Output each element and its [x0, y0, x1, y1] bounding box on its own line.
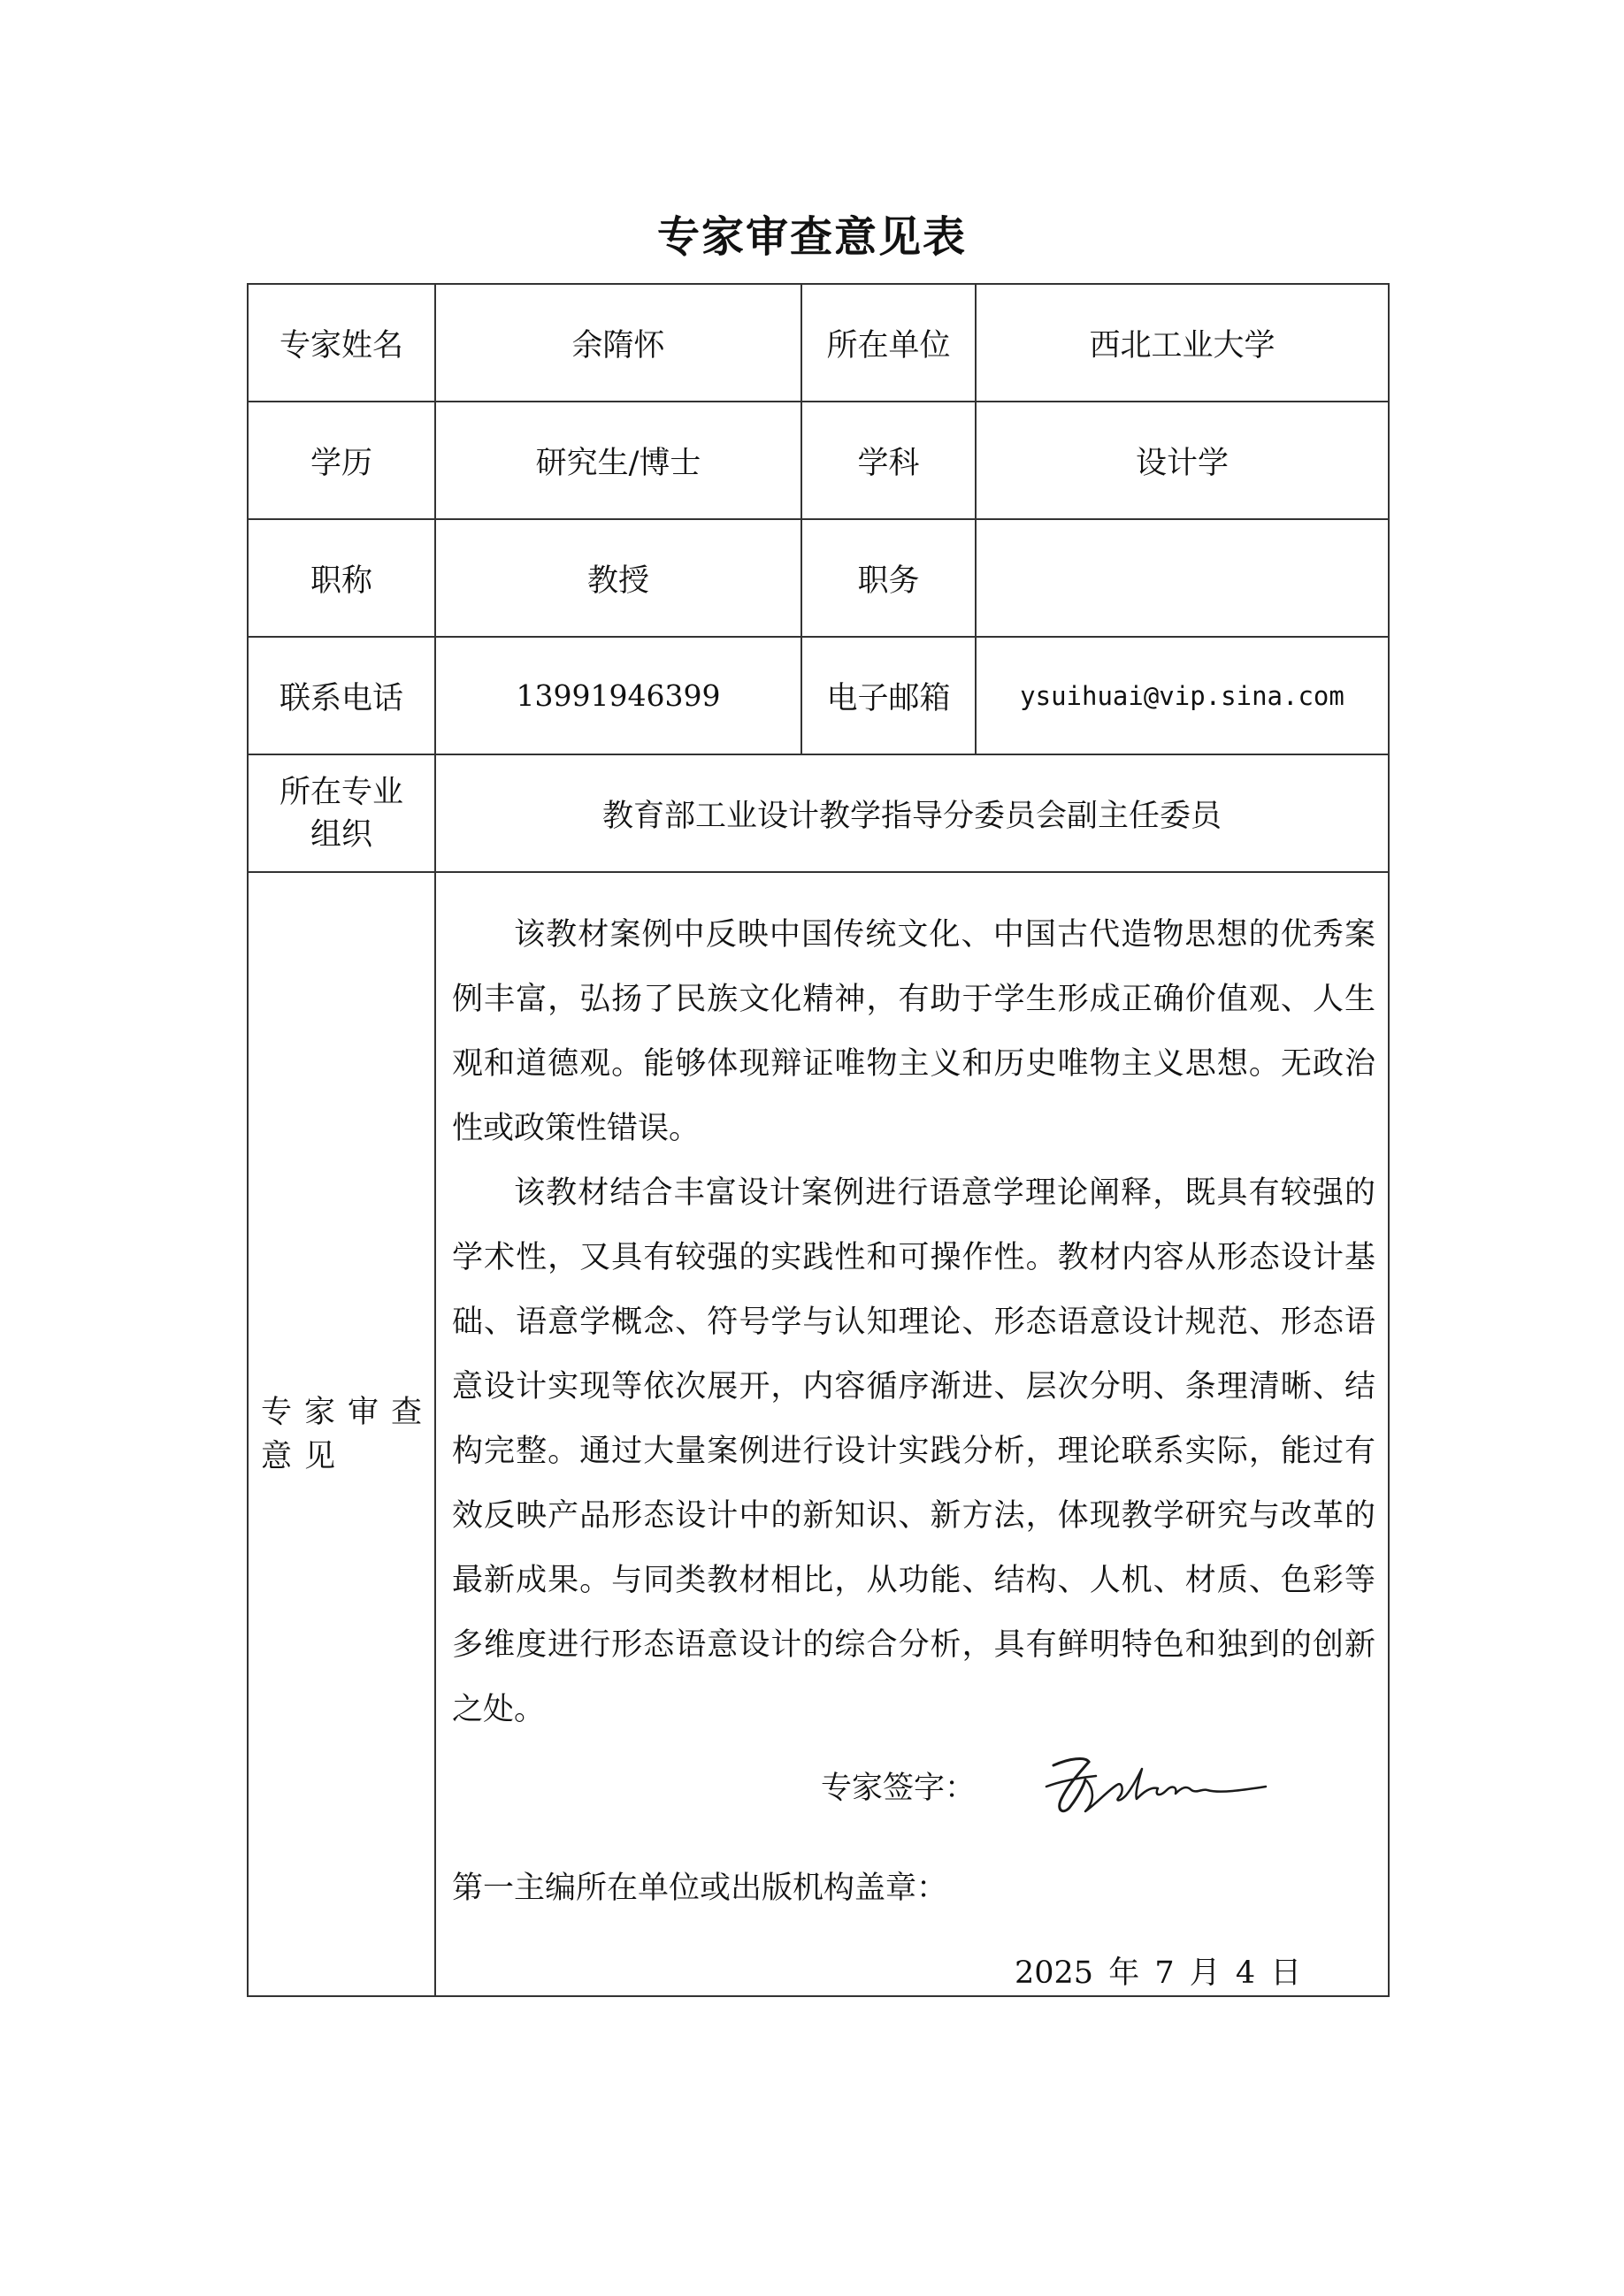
- discipline-value: 设计学: [976, 402, 1389, 519]
- page-title: 专家审查意见表: [656, 212, 967, 262]
- signature-date: 2025 年 7 月 4 日: [1015, 1955, 1302, 1991]
- email-label: 电子邮箱: [801, 637, 976, 754]
- review-form-table: [247, 283, 1390, 1997]
- name-value: 余隋怀: [435, 284, 801, 402]
- opinion-content: [435, 872, 1389, 1996]
- opinion-label: [248, 872, 435, 1996]
- opinion-label-line1: 专家审查: [261, 1394, 435, 1430]
- position-label: 职务: [801, 519, 976, 637]
- education-value: 研究生/博士: [435, 402, 801, 519]
- email-value: ysuihuai@vip.sina.com: [976, 637, 1389, 754]
- row-organization: [248, 754, 1389, 872]
- row-opinion: [248, 872, 1389, 1996]
- organization-label-line1: 所在专业: [279, 774, 403, 810]
- phone-value: 13991946399: [435, 637, 801, 754]
- handwritten-signature: [1034, 1746, 1273, 1825]
- row-education-discipline: [248, 402, 1389, 519]
- education-label: 学历: [248, 402, 435, 519]
- stamp-label: 第一主编所在单位或出版机构盖章：: [452, 1871, 948, 1906]
- row-name-unit: [248, 284, 1389, 402]
- opinion-label-line2: 意见: [261, 1438, 349, 1474]
- organization-value: 教育部工业设计教学指导分委员会副主任委员: [435, 754, 1389, 872]
- signature-label: 专家签字：: [821, 1771, 977, 1806]
- title-label: 职称: [248, 519, 435, 637]
- title-value: 教授: [435, 519, 801, 637]
- signature-row: [452, 1746, 1375, 1834]
- opinion-paragraph-1: 该教材案例中反映中国传统文化、中国古代造物思想的优秀案例丰富，弘扬了民族文化精神，有助于学生形成正确价值观、人生观和道德观。能够体现辩证唯物主义和历史唯物主义思想。无政治性或政策性错误。: [452, 917, 1375, 1146]
- opinion-paragraph-2: 该教材结合丰富设计案例进行语意学理论阐释，既具有较强的学术性，又具有较强的实践性和可操作性。教材内容从形态设计基础、语意学概念、符号学与认知理论、形态语意设计规范、形态语意设计实现等依次展开，内容循序渐进、层次分明、条理清晰、结构完整。通过大量案例进行设计实践分析，理论联系实际，能过有效反映产品形态设计中的新知识、新方法，体现教学研究与改革的最新成果。与同类教材相比，从功能、结构、人机、材质、色彩等多维度进行形态语意设计的综合分析，具有鲜明特色和独到的创新之处。: [452, 1175, 1375, 1727]
- row-phone-email: [248, 637, 1389, 754]
- unit-value: 西北工业大学: [976, 284, 1389, 402]
- row-title-position: [248, 519, 1389, 637]
- discipline-label: 学科: [801, 402, 976, 519]
- unit-label: 所在单位: [801, 284, 976, 402]
- name-label: 专家姓名: [248, 284, 435, 402]
- organization-label-line2: 组织: [310, 816, 372, 853]
- organization-label: [248, 754, 435, 872]
- position-value: [976, 519, 1389, 637]
- phone-label: 联系电话: [248, 637, 435, 754]
